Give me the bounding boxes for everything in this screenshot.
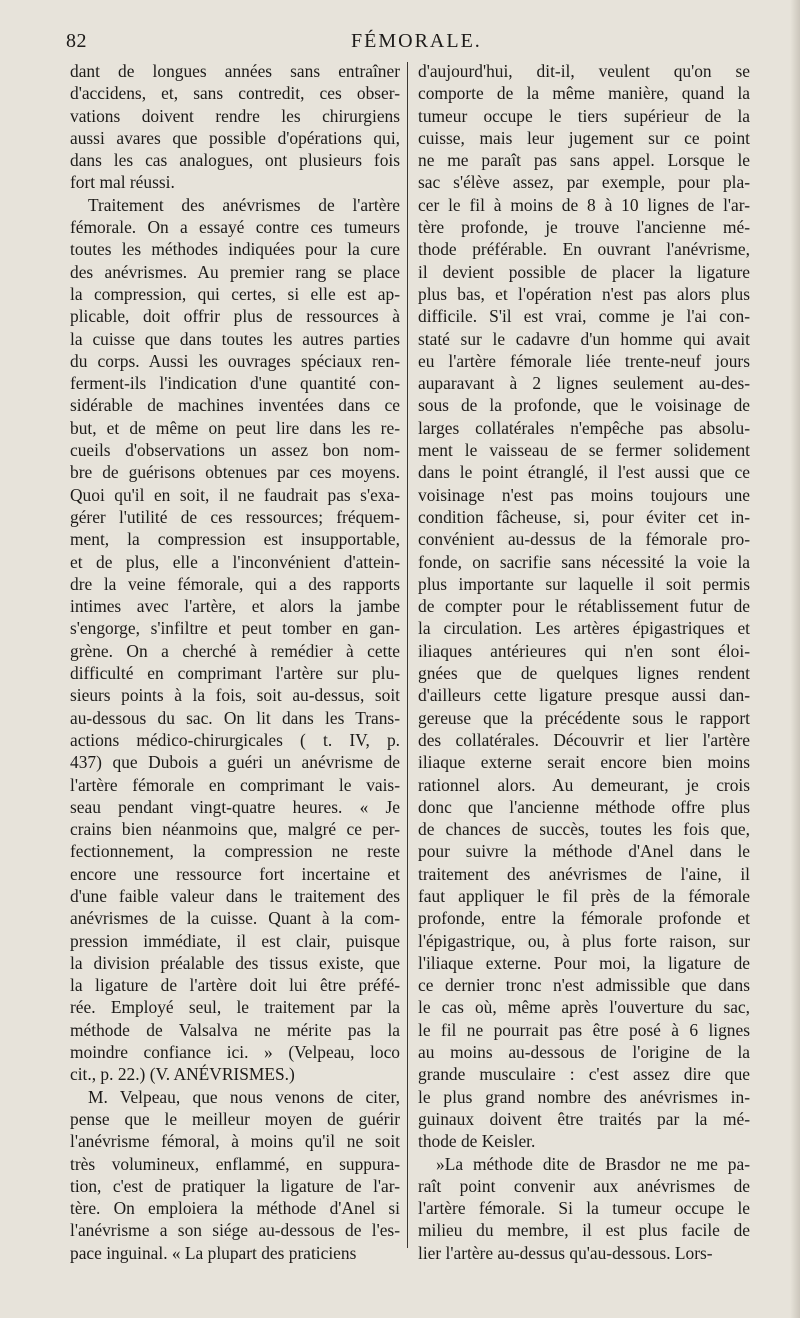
text-line: sous de la profonde, que le voisinage de [418,395,750,416]
text-line: ferment-ils l'indication d'une quantité con- [70,373,400,394]
text-line: rationnel alors. Au demeurant, je crois [418,774,750,795]
text-line: d'ailleurs cette ligature presque aussi dan- [418,685,750,706]
text-line: grène. On a cherché à remédier à cette [70,640,400,661]
text-line: ne me paraît pas sans appel. Lorsque le [418,150,750,171]
right-text-column [418,60,750,1264]
text-line: la division préalable des tissus existe, que [70,952,400,973]
text-line: l'épigastrique, ou, à plus forte raison, sur [418,930,750,951]
text-line: condition fâcheuse, si, pour éviter cet in- [418,506,750,527]
text-line: tère profonde, je trouve l'ancienne mé- [418,217,750,238]
text-line: raît point convenir aux anévrismes de [418,1175,750,1196]
text-line: but, et de même on peut lire dans les re- [70,417,400,438]
text-line: s'engorge, s'infiltre et peut tomber en gan- [70,618,400,639]
text-line: profonde, entre la fémorale profonde et [418,908,750,929]
text-line: tumeur occupe le tiers supérieur de la [418,105,750,126]
text-line: dre la veine fémorale, qui a des rapports [70,573,400,594]
text-line: de compter pour le rétablissement futur de [418,596,750,617]
text-line: plus bas, et l'opération n'est pas alors plus [418,283,750,304]
text-line: crains bien néanmoins que, malgré ce per- [70,819,400,840]
text-line: gnées que de quelques lignes rendent [418,663,750,684]
text-line: pour suivre la méthode d'Anel dans le [418,841,750,862]
text-line: traitement des anévrismes de l'aine, il [418,863,750,884]
text-line: larges collatérales n'empêche pas absolu- [418,417,750,438]
text-line: grande musculaire : c'est assez dire que [418,1064,750,1085]
text-line: cit., p. 22.) (V. ANÉVRISMES.) [70,1064,295,1085]
text-line: seau pendant vingt-quatre heures. « Je [70,796,400,817]
text-line: au-dessous du sac. On lit dans les Trans- [70,707,400,728]
text-line: aussi avares que possible d'opérations qui, [70,127,400,148]
text-line: gérer l'utilité de ces ressources; fréquem- [70,506,400,527]
text-line: fémorale. On a essayé contre ces tumeurs [70,217,400,238]
text-line: toutes les méthodes indiquées pour la cure [70,239,400,260]
text-line: la compression, qui certes, si elle est ap- [70,283,400,304]
text-line: du corps. Aussi les ouvrages spéciaux ren- [70,350,400,371]
text-line: moindre confiance ici. » (Velpeau, loco [70,1042,400,1063]
text-line: intimes avec l'artère, et alors la jambe [70,596,400,617]
text-line: iliaques antérieures qui n'en sont éloi- [418,640,750,661]
text-line: convénient au-dessus de la fémorale pro- [418,529,750,550]
text-line: lier l'artère au-dessus qu'au-dessous. Lors- [418,1242,713,1263]
text-line: cuisse, mais leur jugement sur ce point [418,127,750,148]
text-line: l'artère fémorale. Si la tumeur occupe le [418,1198,750,1219]
text-line: plicable, doit offrir plus de ressources à [70,306,400,327]
text-line: actions médico-chirurgicales ( t. IV, p. [70,729,400,750]
text-line: tion, c'est de pratiquer la ligature de l'ar- [70,1175,400,1196]
text-line: fort mal réussi. [70,172,175,193]
left-text-column [70,60,400,1264]
text-line: la circulation. Les artères épigastriques et [418,618,750,639]
text-line: eu l'artère fémorale liée trente-neuf jours [418,350,750,371]
text-line: d'accidens, et, sans contredit, ces obser- [70,83,400,104]
text-line: voisinage n'est pas moins toujours une [418,484,750,505]
text-line: plus importante sur laquelle il soit permis [418,573,750,594]
text-line: dans les cas analogues, ont plusieurs fois [70,150,400,171]
text-line: l'iliaque externe. Pour moi, la ligature de [418,952,750,973]
text-line: auparavant à 2 lignes seulement au-des- [418,373,750,394]
text-line: fectionnement, la compression ne reste [70,841,400,862]
text-line: milieu du membre, il est plus facile de [418,1220,750,1241]
text-line: l'anévrisme a son siége au-dessous de l'es- [70,1220,400,1241]
text-line: l'artère fémorale en comprimant le vais- [70,774,400,795]
text-line: il devient possible de placer la ligature [418,261,750,282]
text-line: comporte de la même manière, quand la [418,83,750,104]
text-line: la cuisse que dans toutes les autres parties [70,328,400,349]
text-line: encore une ressource fort incertaine et [70,863,400,884]
text-line: guinaux doivent être traités par la mé- [418,1108,750,1129]
text-line: fonde, on sacrifie sans nécessité la voie la [418,551,750,572]
text-line: vations doivent rendre les chirurgiens [70,105,400,126]
text-line: staté sur le cadavre d'un homme qui avait [418,328,750,349]
text-line: difficile. S'il est vrai, comme je l'ai con- [418,306,750,327]
text-line: ce dernier tronc n'est admissible que dans [418,975,750,996]
text-line: thode de Keisler. [418,1131,536,1152]
text-line: bre de guérisons obtenues par ces moyens. [70,462,400,483]
text-line: M. Velpeau, que nous venons de citer, [88,1086,400,1107]
column-divider [407,62,408,1248]
text-line: pression immédiate, il est clair, puisque [70,930,400,951]
text-line: sac s'élève assez, par exemple, pour pla- [418,172,750,193]
text-line: anévrismes de la cuisse. Quant à la com- [70,908,400,929]
text-line: thode préférable. En ouvrant l'anévrisme, [418,239,750,260]
text-line: ment le vaisseau de se fermer solidement [418,440,750,461]
text-line: cueils d'observations un assez bon nom- [70,440,400,461]
text-line: dant de longues années sans entraîner [70,61,400,81]
running-title: FÉMORALE. [351,30,482,52]
text-line: le fil ne pourrait pas être posé à 6 lignes [418,1019,750,1040]
text-line: rée. Employé seul, le traitement par la [70,997,400,1018]
text-line: donc que l'ancienne méthode offre plus [418,796,750,817]
text-line: pace inguinal. « La plupart des praticiens [70,1242,357,1263]
text-line: d'une faible valeur dans le traitement des [70,885,400,906]
page-header [66,30,750,58]
text-line: ment, la compression est insupportable, [70,529,400,550]
text-line: Quoi qu'il en soit, il ne faudrait pas s'exa- [70,484,400,505]
page-edge-shadow [790,0,800,1318]
text-line: iliaque externe serait encore bien moins [418,752,750,773]
text-line: »La méthode dite de Brasdor ne me pa- [436,1153,750,1174]
text-line: dans le point étranglé, il l'est aussi que ce [418,462,750,483]
text-line: cer le fil à moins de 8 à 10 lignes de l'ar- [418,194,750,215]
text-line: méthode de Valsalva ne mérite pas la [70,1019,400,1040]
text-line: la ligature de l'artère doit lui être préfé- [70,975,400,996]
text-line: des anévrismes. Au premier rang se place [70,261,400,282]
text-line: le cas où, même après l'ouverture du sac, [418,997,750,1018]
text-line: d'aujourd'hui, dit-il, veulent qu'on se [418,61,750,81]
text-line: des collatérales. Découvrir et lier l'artère [418,729,750,750]
text-line: pense que le meilleur moyen de guérir [70,1108,400,1129]
text-line: gereuse que la précédente sous le rapport [418,707,750,728]
text-line: difficulté en comprimant l'artère sur plu- [70,663,400,684]
text-line: faut appliquer le fil près de la fémorale [418,885,750,906]
text-line: sidérable de machines inventées dans ce [70,395,400,416]
text-line: très volumineux, enflammé, en suppura- [70,1153,400,1174]
page-number: 82 [66,30,87,52]
text-line: au moins au-dessous de l'origine de la [418,1042,750,1063]
text-line: tère. On emploiera la méthode d'Anel si [70,1198,400,1219]
text-line: sieurs points à la fois, soit au-dessus, soit [70,685,400,706]
text-line: le plus grand nombre des anévrismes in- [418,1086,750,1107]
text-line: de chances de succès, toutes les fois que, [418,819,750,840]
text-line: Traitement des anévrismes de l'artère [88,194,400,215]
text-line: et de plus, elle a l'inconvénient d'attein- [70,551,400,572]
text-line: l'anévrisme fémoral, à moins qu'il ne soit [70,1131,400,1152]
text-line: 437) que Dubois a guéri un anévrisme de [70,752,400,773]
